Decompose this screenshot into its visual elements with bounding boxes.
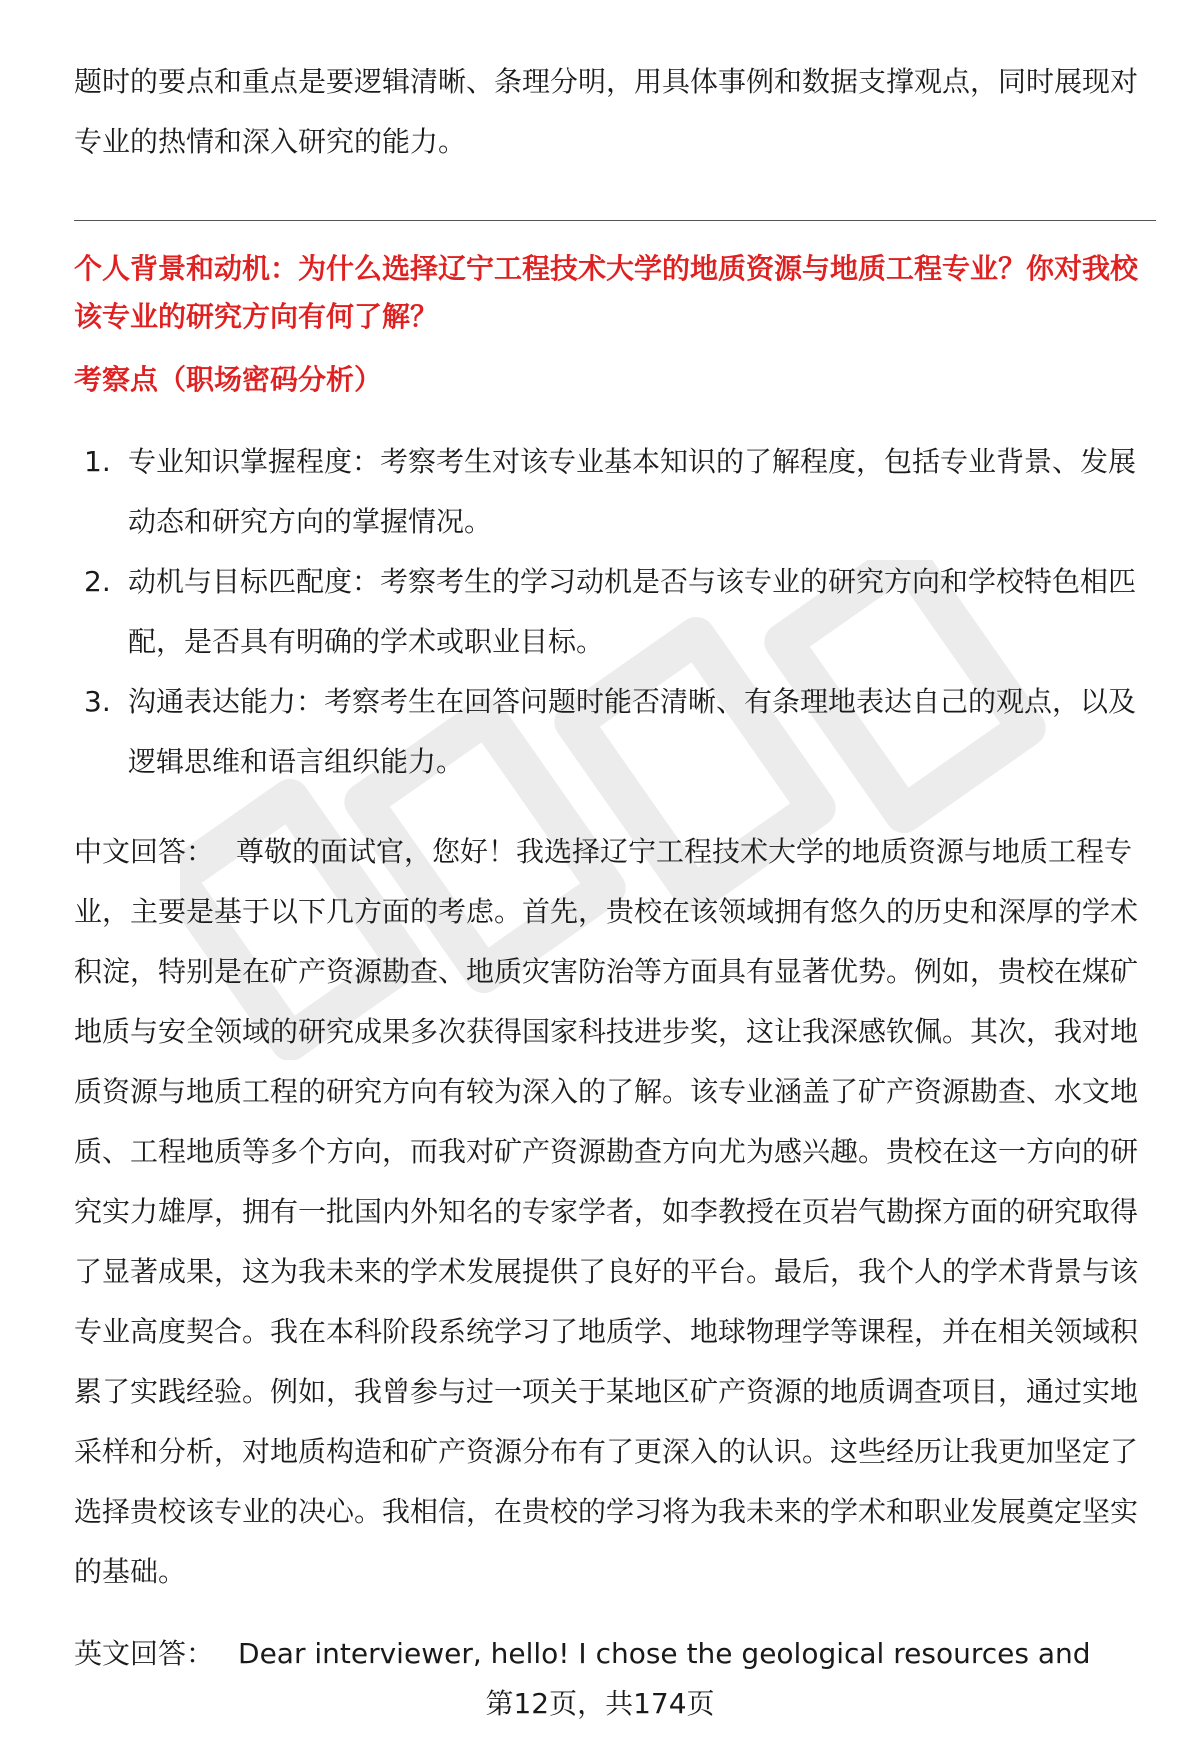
section-divider	[74, 220, 1156, 221]
list-item-number: 2.	[84, 565, 111, 598]
list-item-text: 专业知识掌握程度：考察考生对该专业基本知识的了解程度，包括专业背景、发展动态和研究方向的掌握情况。	[128, 445, 1137, 538]
chinese-answer-text: 尊敬的面试官，您好！我选择辽宁工程技术大学的地质资源与地质工程专业，主要是基于以下几方面的考虑。首先，贵校在该领域拥有悠久的历史和深厚的学术积淀，特别是在矿产资源勘查、地质灾害防治等方面具有显著优势。例如，贵校在煤矿地质与安全领域的研究成果多次获得国家科技进步奖，这让我深感钦佩。其次，我对地质资源与地质工程的研究方向有较为深入的了解。该专业涵盖了矿产资源勘查、水文地质、工程地质等多个方向，而我对矿产资源勘查方向尤为感兴趣。贵校在这一方向的研究实力雄厚，拥有一批国内外知名的专家学者，如李教授在页岩气勘探方面的研究取得了显著成果，这为我未来的学术发展提供了良好的平台。最后，我个人的学术背景与该专业高度契合。我在本科阶段系统学习了地质学、地球物理学等课程，并在相关领域积累了实践经验。例如，我曾参与过一项关于某地区矿产资源的地质调查项目，通过实地采样和分析，对地质构造和矿产资源分布有了更深入的认识。这些经历让我更加坚定了选择贵校该专业的决心。我相信，在贵校的学习将为我未来的学术和职业发展奠定坚实的基础。	[74, 835, 1139, 1588]
focus-heading: 考察点（职场密码分析）	[74, 363, 383, 396]
page-number-footer: 第12页，共174页	[485, 1687, 715, 1720]
english-answer	[74, 1624, 1160, 1684]
english-answer-label: 英文回答：	[74, 1637, 215, 1670]
list-item	[74, 552, 1156, 672]
question-heading: 个人背景和动机：为什么选择辽宁工程技术大学的地质资源与地质工程专业？你对我校该专业的研究方向有何了解？	[74, 252, 1139, 333]
chinese-answer	[74, 822, 1160, 1602]
focus-points-list	[74, 432, 1156, 792]
list-item	[74, 672, 1156, 792]
english-answer-text: Dear interviewer, hello! I chose the geological resources and	[238, 1637, 1091, 1670]
list-item-number: 3.	[84, 685, 111, 718]
intro-paragraph: 题时的要点和重点是要逻辑清晰、条理分明，用具体事例和数据支撑观点，同时展现对专业的热情和深入研究的能力。	[74, 65, 1139, 158]
list-item	[74, 432, 1156, 552]
list-item-text: 沟通表达能力：考察考生在回答问题时能否清晰、有条理地表达自己的观点，以及逻辑思维和语言组织能力。	[128, 685, 1137, 778]
chinese-answer-label: 中文回答：	[74, 835, 215, 868]
list-item-text: 动机与目标匹配度：考察考生的学习动机是否与该专业的研究方向和学校特色相匹配，是否具有明确的学术或职业目标。	[128, 565, 1137, 658]
list-item-number: 1.	[84, 445, 111, 478]
